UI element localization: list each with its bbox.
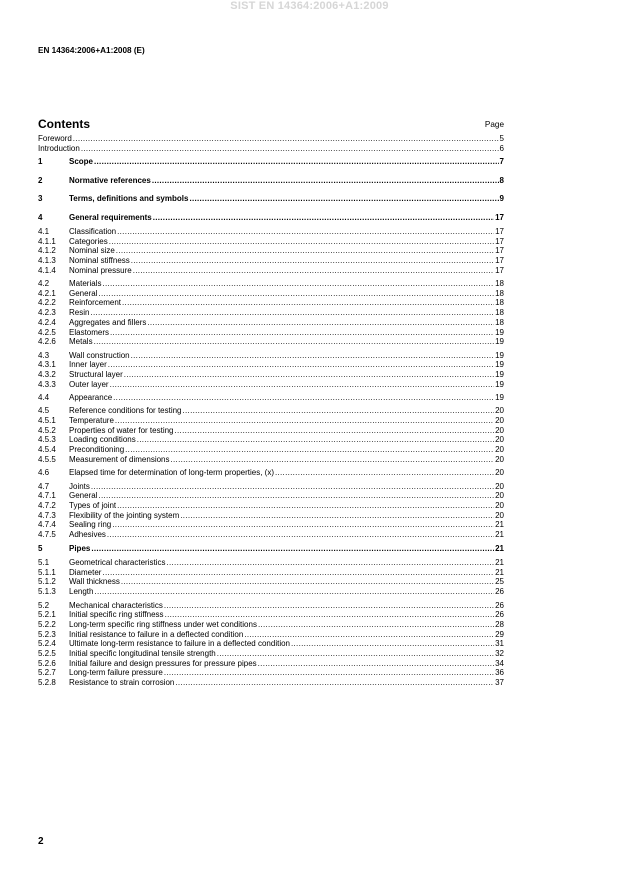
toc-entry-page: 28 <box>495 619 504 629</box>
toc-entry-title: Ultimate long-term resistance to failure in a deflected condition <box>69 639 290 649</box>
toc-entry-number: 4.3.3 <box>38 379 56 389</box>
toc-entry-number: 4.1.1 <box>38 236 56 246</box>
toc-entry-number: 4.1 <box>38 226 50 236</box>
toc-entry-title: Adhesives <box>69 530 106 539</box>
toc-entry-title: Long-term specific ring stiffness under wet conditions <box>69 619 257 629</box>
toc-entry-number: 4.6 <box>38 468 50 478</box>
toc-entry-title: Measurement of dimensions <box>69 454 170 464</box>
toc-entry-number: 4.2.6 <box>38 337 56 347</box>
toc-entry-page: 7 <box>499 157 504 167</box>
toc-entry-title: Elapsed time for determination of long-term properties, (x) <box>69 468 274 478</box>
toc-entry[interactable] <box>38 227 504 237</box>
toc-entry[interactable] <box>38 406 504 416</box>
toc-entry-page: 18 <box>495 308 504 318</box>
toc-entry-title: Categories <box>69 236 108 246</box>
toc-entry-page: 26 <box>495 610 504 620</box>
toc-entry[interactable] <box>38 337 504 347</box>
toc-entry-number: 4.3.1 <box>38 360 56 370</box>
toc-entry-page: 29 <box>495 629 504 639</box>
toc-entry-page: 20 <box>495 445 504 455</box>
page-column-label: Page <box>484 120 504 129</box>
toc-entry-number: 5.1 <box>38 558 50 568</box>
dot-leader <box>124 370 494 380</box>
toc-entry-number: 4.1.4 <box>38 265 56 275</box>
toc-entry-page: 20 <box>495 468 504 478</box>
toc-entry-number: 4.2.5 <box>38 327 56 337</box>
toc-entry-number: 5.2.3 <box>38 629 56 639</box>
toc-entry-title: Pipes <box>69 543 91 553</box>
toc-entry-page: 31 <box>495 639 504 649</box>
toc-entry[interactable] <box>38 318 504 328</box>
toc-entry-title: Resistance to strain corrosion <box>69 678 175 688</box>
toc-entry[interactable] <box>38 491 504 501</box>
toc-entry-page: 17 <box>495 265 504 275</box>
toc-entry-title: Introduction <box>38 143 80 153</box>
toc-entry[interactable] <box>38 256 504 266</box>
dot-leader <box>121 577 494 587</box>
toc-entry-page: 17 <box>495 256 504 265</box>
dot-leader <box>180 511 494 521</box>
toc-entry-number: 4.3 <box>38 350 50 360</box>
toc-entry[interactable] <box>38 246 504 256</box>
toc-entry-title: Initial resistance to failure in a deflected condition <box>69 629 244 639</box>
toc-entry-title: Length <box>69 587 94 597</box>
toc-entry[interactable] <box>38 610 504 620</box>
toc-entry-page: 17 <box>495 236 504 246</box>
dot-leader <box>98 289 494 299</box>
toc-entry[interactable] <box>38 190 504 208</box>
toc-entry[interactable] <box>38 426 504 436</box>
dot-leader <box>164 668 494 678</box>
toc-entry-page: 20 <box>495 406 504 416</box>
toc-entry[interactable] <box>38 601 504 611</box>
toc-entry[interactable] <box>38 308 504 318</box>
toc-entry-title: Scope <box>69 157 94 167</box>
toc-entry-number: 5.2.1 <box>38 610 56 620</box>
toc-entry-page: 18 <box>495 279 504 289</box>
toc-entry-page: 20 <box>495 454 504 464</box>
toc-entry-page: 19 <box>495 350 504 360</box>
toc-entry-number: 5.1.2 <box>38 577 56 587</box>
toc-entry-number: 5.1.3 <box>38 587 56 597</box>
toc-entry-number: 4.2 <box>38 279 50 289</box>
toc-entry[interactable] <box>38 468 504 478</box>
toc-entry-number: 5.2.4 <box>38 639 56 649</box>
dot-leader <box>110 328 494 338</box>
dot-leader <box>81 144 499 154</box>
toc-entry-title: Initial failure and design pressures for pressure pipes <box>69 658 257 668</box>
toc-entry-number: 4.4 <box>38 393 50 402</box>
toc-entry[interactable] <box>38 351 504 361</box>
dot-leader <box>113 393 494 403</box>
toc-entry-page: 34 <box>495 658 504 668</box>
dot-leader <box>90 308 494 318</box>
toc-entry-title: Reference conditions for testing <box>69 406 182 416</box>
toc-entry-page: 19 <box>495 327 504 337</box>
toc-entry-page: 17 <box>495 226 504 236</box>
toc-entry[interactable] <box>38 455 504 465</box>
dot-leader <box>122 298 494 308</box>
dot-leader <box>258 659 494 669</box>
toc-entry-number: 4.2.3 <box>38 308 56 318</box>
toc-entry-number: 5.2.8 <box>38 678 56 688</box>
toc-entry[interactable] <box>38 482 504 492</box>
dot-leader <box>91 540 494 558</box>
toc-entry-number: 4.2.4 <box>38 317 56 327</box>
toc-entry-title: Sealing ring <box>69 520 112 530</box>
toc-entry[interactable] <box>38 530 504 540</box>
toc-entry-title: Temperature <box>69 416 114 426</box>
toc-entry[interactable] <box>38 370 504 380</box>
dot-leader <box>91 482 494 492</box>
toc-entry-page: 19 <box>495 360 504 370</box>
toc-entry-title: Types of joint <box>69 500 117 510</box>
dot-leader <box>175 678 494 688</box>
toc-entry-page: 21 <box>495 530 504 539</box>
dot-leader <box>109 237 494 247</box>
dot-leader <box>107 530 494 540</box>
toc-entry-page: 21 <box>495 558 504 568</box>
dot-leader <box>137 435 494 445</box>
dot-leader <box>153 209 494 227</box>
toc-entry-page: 21 <box>495 567 504 577</box>
toc-entry-page: 9 <box>499 194 504 204</box>
toc-entry-number: 4.7.1 <box>38 491 56 501</box>
toc-entry[interactable] <box>38 279 504 289</box>
toc-entry-number: 4 <box>38 212 43 222</box>
toc-entry-number: 3 <box>38 194 43 204</box>
toc-entry-title: Metals <box>69 337 93 347</box>
toc-entry-title: Inner layer <box>69 360 107 370</box>
toc-entry[interactable] <box>38 266 504 276</box>
toc-entry-title: Wall thickness <box>69 577 120 587</box>
toc-entry-page: 20 <box>495 500 504 510</box>
toc-entry[interactable] <box>38 380 504 390</box>
toc-entry[interactable] <box>38 172 504 190</box>
toc-entry[interactable] <box>38 237 504 247</box>
toc-entry-page: 20 <box>495 425 504 435</box>
watermark: SIST EN 14364:2006+A1:2009 <box>230 0 389 12</box>
toc-entry-page: 36 <box>495 668 504 678</box>
dot-leader <box>147 318 494 328</box>
dot-leader <box>112 520 494 530</box>
toc-entry-title: Loading conditions <box>69 435 136 445</box>
toc-entry[interactable] <box>38 668 504 678</box>
toc-entry-page: 20 <box>495 510 504 520</box>
toc-entry-number: 4.5.1 <box>38 416 56 426</box>
dot-leader <box>131 256 494 266</box>
toc-entry[interactable] <box>38 558 504 568</box>
toc-entry-number: 5 <box>38 543 43 553</box>
toc-entry[interactable] <box>38 630 504 640</box>
toc-entry-number: 4.5 <box>38 406 50 416</box>
toc-entry-title: Nominal stiffness <box>69 256 130 265</box>
toc-entry-title: Wall construction <box>69 350 130 360</box>
dot-leader <box>171 455 495 465</box>
toc-entry-number: 4.2.1 <box>38 288 56 298</box>
dot-leader <box>165 610 495 620</box>
dot-leader <box>94 587 494 597</box>
dot-leader <box>110 380 495 390</box>
dot-leader <box>175 426 495 436</box>
toc-entry[interactable] <box>38 144 504 154</box>
dot-leader <box>102 279 494 289</box>
toc-entry-title: Diameter <box>69 567 102 577</box>
toc-entry-title: General <box>69 288 98 298</box>
toc-entry[interactable] <box>38 568 504 578</box>
toc-entry-number: 2 <box>38 175 43 185</box>
dot-leader <box>73 134 499 144</box>
toc-entry-title: Long-term failure pressure <box>69 668 163 678</box>
toc-entry-title: Nominal size <box>69 246 115 256</box>
dot-leader <box>115 416 494 426</box>
toc-entry[interactable] <box>38 649 504 659</box>
toc-entry-number: 4.5.2 <box>38 425 56 435</box>
dot-leader <box>183 406 495 416</box>
dot-leader <box>116 246 494 256</box>
toc-entry-title: Normative references <box>69 175 151 185</box>
toc-entry[interactable] <box>38 639 504 649</box>
toc-entry-title: Appearance <box>69 393 113 402</box>
toc-entry-page: 18 <box>495 288 504 298</box>
toc-entry-number: 5.2 <box>38 600 50 610</box>
toc-entry[interactable] <box>38 134 504 144</box>
dot-leader <box>108 360 494 370</box>
dot-leader <box>117 501 494 511</box>
toc-entry-page: 18 <box>495 298 504 308</box>
toc-entry-page: 17 <box>495 212 504 222</box>
toc-entry-title: Elastomers <box>69 327 110 337</box>
toc-entry-page: 17 <box>495 246 504 256</box>
dot-leader <box>166 558 494 568</box>
toc-entry-number: 4.5.5 <box>38 454 56 464</box>
toc-entry[interactable] <box>38 435 504 445</box>
toc-entry-page: 21 <box>495 520 504 530</box>
toc-entry-page: 32 <box>495 648 504 658</box>
toc-entry-number: 5.2.5 <box>38 648 56 658</box>
toc-entry-page: 37 <box>495 678 504 688</box>
toc-entry-title: Resin <box>69 308 90 318</box>
toc-entry-number: 4.7.4 <box>38 520 56 530</box>
toc-entry-number: 5.1.1 <box>38 567 56 577</box>
toc-entry-number: 1 <box>38 157 43 167</box>
toc-entry-title: General requirements <box>69 212 152 222</box>
toc-entry-number: 4.3.2 <box>38 369 56 379</box>
toc-entry[interactable] <box>38 520 504 530</box>
dot-leader <box>133 266 494 276</box>
toc-entry-title: Preconditioning <box>69 445 125 455</box>
toc-entry-page: 20 <box>495 481 504 491</box>
dot-leader <box>94 337 495 347</box>
toc-entry[interactable] <box>38 298 504 308</box>
document-id: EN 14364:2006+A1:2008 (E) <box>38 46 145 55</box>
toc-entry-page: 25 <box>495 577 504 587</box>
toc-entry-number: 4.1.3 <box>38 256 56 265</box>
toc-entry[interactable] <box>38 445 504 455</box>
toc-entry[interactable] <box>38 659 504 669</box>
toc-entry-number: 4.2.2 <box>38 298 56 308</box>
toc-entry-number: 4.5.3 <box>38 435 56 445</box>
toc-entry-number: 5.2.6 <box>38 658 56 668</box>
contents-title: Contents <box>38 117 90 131</box>
toc-entry-number: 4.7.3 <box>38 510 56 520</box>
toc-entry[interactable] <box>38 209 504 227</box>
toc-entry-page: 20 <box>495 435 504 445</box>
toc-entry[interactable] <box>38 416 504 426</box>
dot-leader <box>244 630 494 640</box>
dot-leader <box>291 639 494 649</box>
toc-entry-title: General <box>69 491 98 501</box>
toc-entry[interactable] <box>38 511 504 521</box>
dot-leader <box>131 351 494 361</box>
toc-entry-page: 19 <box>495 393 504 402</box>
toc-entry-number: 4.7.5 <box>38 530 56 539</box>
toc-entry[interactable] <box>38 360 504 370</box>
toc-entry-page: 5 <box>499 134 504 143</box>
toc-entry[interactable] <box>38 328 504 338</box>
toc-entry-page: 19 <box>495 379 504 389</box>
toc-entry[interactable] <box>38 501 504 511</box>
dot-leader <box>125 445 494 455</box>
toc-entry-title: Mechanical characteristics <box>69 600 163 610</box>
toc-entry-page: 21 <box>495 543 504 553</box>
toc-entry-title: Geometrical characteristics <box>69 558 166 568</box>
dot-leader <box>164 601 494 611</box>
toc-entry-page: 19 <box>495 369 504 379</box>
dot-leader <box>102 568 494 578</box>
dot-leader <box>258 620 494 630</box>
dot-leader <box>152 172 499 190</box>
page-number: 2 <box>38 836 44 847</box>
dot-leader <box>217 649 494 659</box>
toc-entry[interactable] <box>38 153 504 171</box>
toc-entry-title: Foreword <box>38 134 72 143</box>
toc-entry-page: 26 <box>495 600 504 610</box>
toc-entry-number: 5.2.2 <box>38 619 56 629</box>
toc-entry-title: Aggregates and fillers <box>69 317 147 327</box>
toc-entry-page: 20 <box>495 491 504 501</box>
toc-entry-page: 20 <box>495 416 504 426</box>
toc-entry-title: Initial specific ring stiffness <box>69 610 164 620</box>
toc-entry-number: 4.5.4 <box>38 445 56 455</box>
toc-entry[interactable] <box>38 587 504 597</box>
toc-entry[interactable] <box>38 678 504 688</box>
toc-entry-number: 4.7.2 <box>38 500 56 510</box>
toc-entry-title: Initial specific longitudinal tensile strength <box>69 648 216 658</box>
table-of-contents <box>38 134 504 688</box>
toc-entry-number: 4.1.2 <box>38 246 56 256</box>
toc-entry-title: Classification <box>69 226 117 236</box>
toc-entry[interactable] <box>38 540 504 558</box>
toc-entry-page: 8 <box>499 175 504 185</box>
toc-entry-title: Properties of water for testing <box>69 425 174 435</box>
toc-entry[interactable] <box>38 577 504 587</box>
toc-entry[interactable] <box>38 289 504 299</box>
dot-leader <box>98 491 494 501</box>
toc-entry-page: 26 <box>495 587 504 597</box>
toc-entry[interactable] <box>38 393 504 403</box>
toc-entry-title: Joints <box>69 481 90 491</box>
toc-entry-page: 19 <box>495 337 504 347</box>
toc-entry-number: 5.2.7 <box>38 668 56 678</box>
dot-leader <box>117 227 494 237</box>
toc-entry-title: Flexibility of the jointing system <box>69 510 180 520</box>
dot-leader <box>94 153 499 171</box>
toc-entry-title: Nominal pressure <box>69 265 132 275</box>
toc-entry-title: Materials <box>69 279 102 289</box>
toc-entry-page: 18 <box>495 317 504 327</box>
toc-entry-number: 4.7 <box>38 481 50 491</box>
dot-leader <box>275 468 494 478</box>
dot-leader <box>189 190 498 208</box>
toc-entry-title: Structural layer <box>69 369 123 379</box>
toc-entry-title: Outer layer <box>69 379 109 389</box>
toc-entry-page: 6 <box>499 143 504 153</box>
toc-entry-title: Terms, definitions and symbols <box>69 194 189 204</box>
toc-entry[interactable] <box>38 620 504 630</box>
toc-entry-title: Reinforcement <box>69 298 122 308</box>
